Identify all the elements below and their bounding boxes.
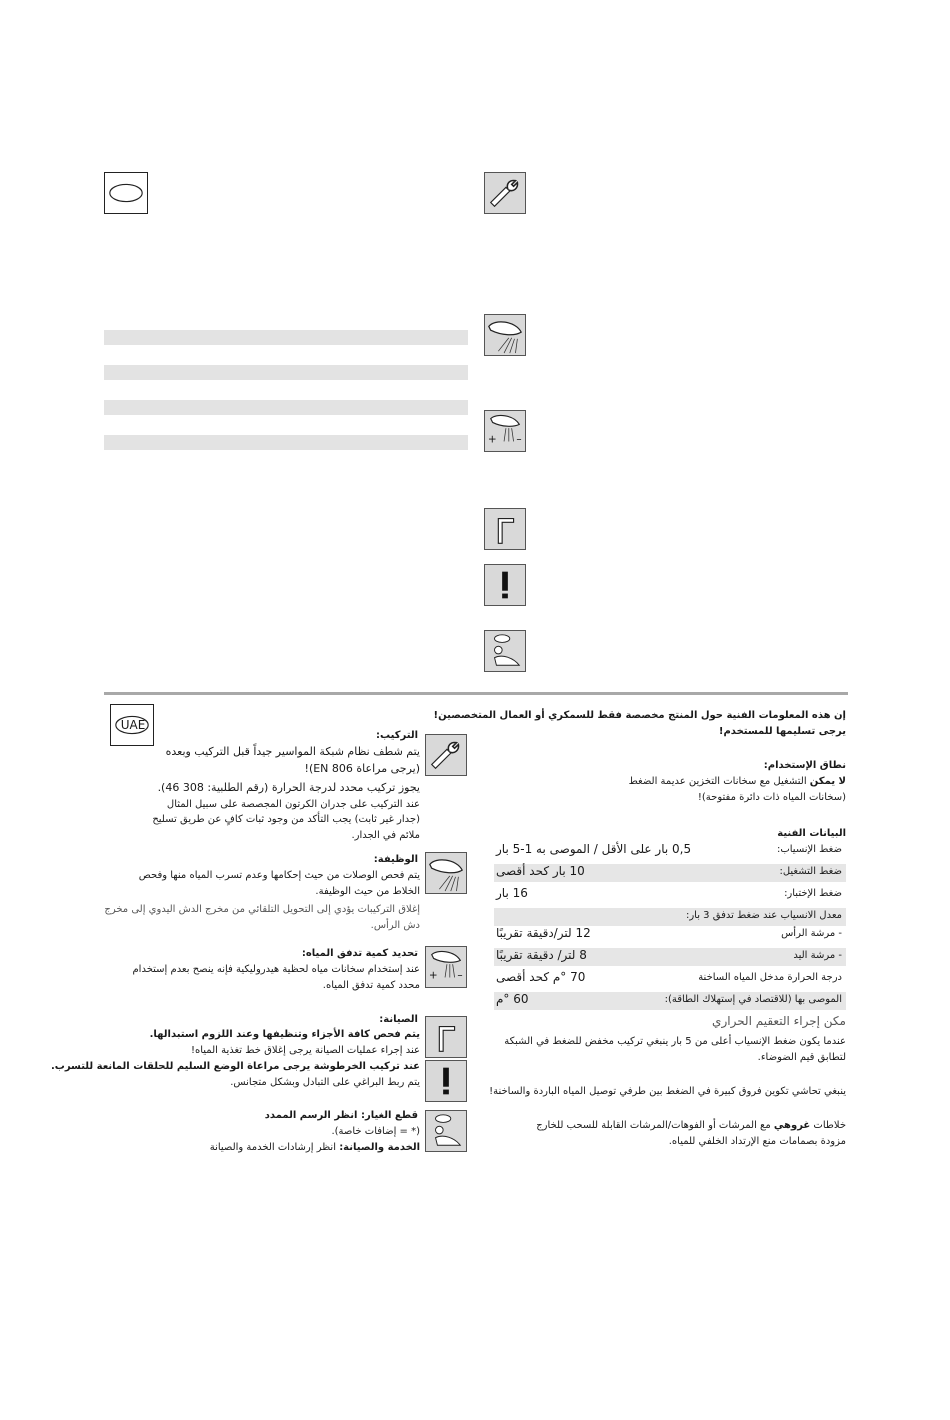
tech-row-label: - مرشة اليد <box>793 950 842 961</box>
hex-key-icon-maintenance <box>425 1016 467 1058</box>
function-heading: الوظيفة: <box>373 854 418 865</box>
install-line-6: ملائم في الجدار. <box>351 830 420 841</box>
service-line <box>210 1140 420 1155</box>
tech-heading: البيانات الفنية <box>777 828 846 839</box>
svg-text:–: – <box>457 969 463 982</box>
grohe-note-line-1 <box>536 1118 846 1133</box>
install-line-5: (جدار غير ثابت) يجب التأكد من وجود ثبات كافٍ عن طريق تسليح <box>152 814 420 825</box>
tech-row-label: ضغط الإختبار: <box>784 888 842 899</box>
service-text: انظر إرشادات الخدمة والصيانة <box>209 1142 340 1153</box>
pressure-note-2: لتطابق قيم الضوضاء. <box>757 1052 846 1063</box>
tech-row-label: ضغط التشغيل: <box>779 866 842 877</box>
install-line-1: يتم شطف نظام شبكة المواسير جيداً قبل التركيب وبعده <box>165 745 420 758</box>
maintenance-line-3: عند تركيب الخرطوشة يرجى مراعاة الوضع السليم للحلقات المانعة للتسرب. <box>50 1061 420 1072</box>
blank-bar-4 <box>104 435 468 450</box>
scope-bold: لا يمكن <box>809 776 846 787</box>
blank-bar-3 <box>104 400 468 415</box>
tech-row-value: 8 لتر/ دقيقة تقريبًا <box>496 948 587 962</box>
scope-heading: نطاق الإستخدام: <box>763 760 846 771</box>
install-line-3: يجوز تركيب محدد لدرجة الحرارة (رقم الطلبية: 308 46). <box>157 781 420 794</box>
wrench-icon <box>484 172 526 214</box>
uae-badge-box <box>110 704 154 746</box>
scope-text: التشغيل مع سخانات التخزين عديمة الضغط <box>628 776 810 787</box>
function-line-1: يتم فحص الوصلات من حيث إحكامها وعدم تسرب المياه منها وفحص <box>138 870 420 881</box>
tech-row-hot-water-temp <box>494 970 846 988</box>
country-code-box <box>104 172 148 214</box>
tech-row-value: 10 بار كحد أقصى <box>496 864 585 878</box>
tech-row-flow-rate <box>494 908 846 926</box>
tech-row-value: 60 °م <box>496 992 529 1006</box>
warning-icon <box>484 564 526 606</box>
tech-row-value: 12 لتر/دقيقة تقريبًا <box>496 926 591 940</box>
scope-line-1 <box>629 774 846 789</box>
tech-row-value: 0,5 بار على الأقل / الموصى به 1-5 بار <box>496 842 692 856</box>
svg-text:–: – <box>516 433 522 446</box>
blank-bar-2 <box>104 365 468 380</box>
tech-row-hand-shower <box>494 948 846 966</box>
tech-row-label: الموصى بها (للاقتصاد في إستهلاك الطاقة): <box>664 994 842 1005</box>
flow-limit-icon <box>484 410 526 452</box>
tech-row-label: درجة الحرارة مدخل المياه الساخنة <box>698 972 842 983</box>
tech-row-label: ضغط الإنسياب: <box>776 844 842 855</box>
spares-line-1: (* = إضافات خاصة). <box>331 1126 420 1137</box>
maintenance-line-2: عند إجراء عمليات الصيانة يرجى إغلاق خط تغذية المياه! <box>190 1045 420 1056</box>
hex-key-icon <box>484 508 526 550</box>
maintenance-line-1: يتم فحص كافة الأجزاء وتنظيفها وعند اللزوم استبدالها. <box>149 1029 420 1040</box>
maintenance-line-4: يتم ربط البراغي على التبادل وبشكل متجانس. <box>230 1077 420 1088</box>
spare-parts-icon <box>484 630 526 672</box>
svg-text:+: + <box>428 969 438 982</box>
tech-row-test-pressure <box>494 886 846 904</box>
service-label: الخدمة والصيانة: <box>339 1142 420 1153</box>
intro-line-2: يرجى تسليمها للمستخدم! <box>718 726 846 737</box>
tech-row-label: معدل الانسياب عند ضغط تدفق 3 بار: <box>685 910 842 921</box>
shower-head-icon-function <box>425 852 467 894</box>
function-line-3: إغلاق التركيبات يؤدي إلى التحويل التلقائي من مخرج الدش اليدوي إلى مخرج <box>104 904 420 915</box>
shower-head-icon <box>484 314 526 356</box>
function-line-4: دش الرأس. <box>370 920 420 931</box>
maintenance-heading: الصيانة: <box>379 1014 418 1025</box>
tech-row-value: 16 بار <box>496 886 528 900</box>
tech-row-value: 70 °م كحد أقصى <box>496 970 586 984</box>
grohe-pre: خلاطات <box>810 1120 846 1131</box>
spare-parts-icon-bottom <box>425 1110 467 1152</box>
pressure-note-1: عندما يكون ضغط الإنسياب أعلى من 5 بار ينبغي تركيب مخفض للضغط في الشبكة <box>504 1036 846 1047</box>
tech-row-head-shower <box>494 926 846 944</box>
grohe-brand: غروهي <box>773 1120 811 1131</box>
warning-icon-maintenance <box>425 1060 467 1102</box>
scope-line-2: (سخانات المياه ذات دائرة مفتوحة)! <box>697 792 846 803</box>
flow-line-1: عند إستخدام سخانات مياه لحظية هيدروليكية فإنه ينصح بعدم إستخدام <box>132 964 420 975</box>
intro-line-1: إن هذه المعلومات الفنية حول المنتج مخصصة فقط للسمكري أو العمال المتخصصين! <box>433 710 846 721</box>
install-line-4: عند التركيب على جدران الكرتون المجصصة على سبيل المثال <box>166 799 420 810</box>
flow-limit-icon-bottom <box>425 946 467 988</box>
flow-heading: تحديد كمية تدفق المياه: <box>301 948 418 959</box>
tech-row-label: - مرشة الرأس <box>781 928 842 939</box>
wrench-icon-install <box>425 734 467 776</box>
svg-text:+: + <box>487 433 497 446</box>
install-line-2: (يرجى مراعاة EN 806)! <box>304 762 420 775</box>
tech-row-recommended-temp <box>494 992 846 1010</box>
flow-line-2: محدد كمية تدفق المياه. <box>322 980 420 991</box>
spares-heading: قطع الغيار: انظر الرسم الممدد <box>264 1110 418 1121</box>
tech-row-operating-pressure <box>494 864 846 882</box>
oval-icon <box>105 173 147 213</box>
tech-row-flow-pressure <box>494 842 846 860</box>
grohe-rest: مع المرشات أو الفوهات/المرشات القابلة للسحب للخارج <box>536 1120 774 1131</box>
function-line-2: الخلاط من حيث الوظيفة. <box>315 886 420 897</box>
disinfection-note: مكن إجراء التعقيم الحراري <box>712 1014 846 1028</box>
pressure-difference-note: ينبغي تحاشي تكوين فروق كبيرة في الضغط بين طرفي توصيل المياه الباردة والساخنة! <box>489 1086 846 1097</box>
uae-badge-label: UAE <box>120 718 146 732</box>
blank-bar-1 <box>104 330 468 345</box>
install-heading: التركيب: <box>376 730 418 741</box>
grohe-note-line-2: مزودة بصمامات منع الإرتداد الخلفي للمياه. <box>668 1136 846 1147</box>
section-divider <box>104 692 848 695</box>
